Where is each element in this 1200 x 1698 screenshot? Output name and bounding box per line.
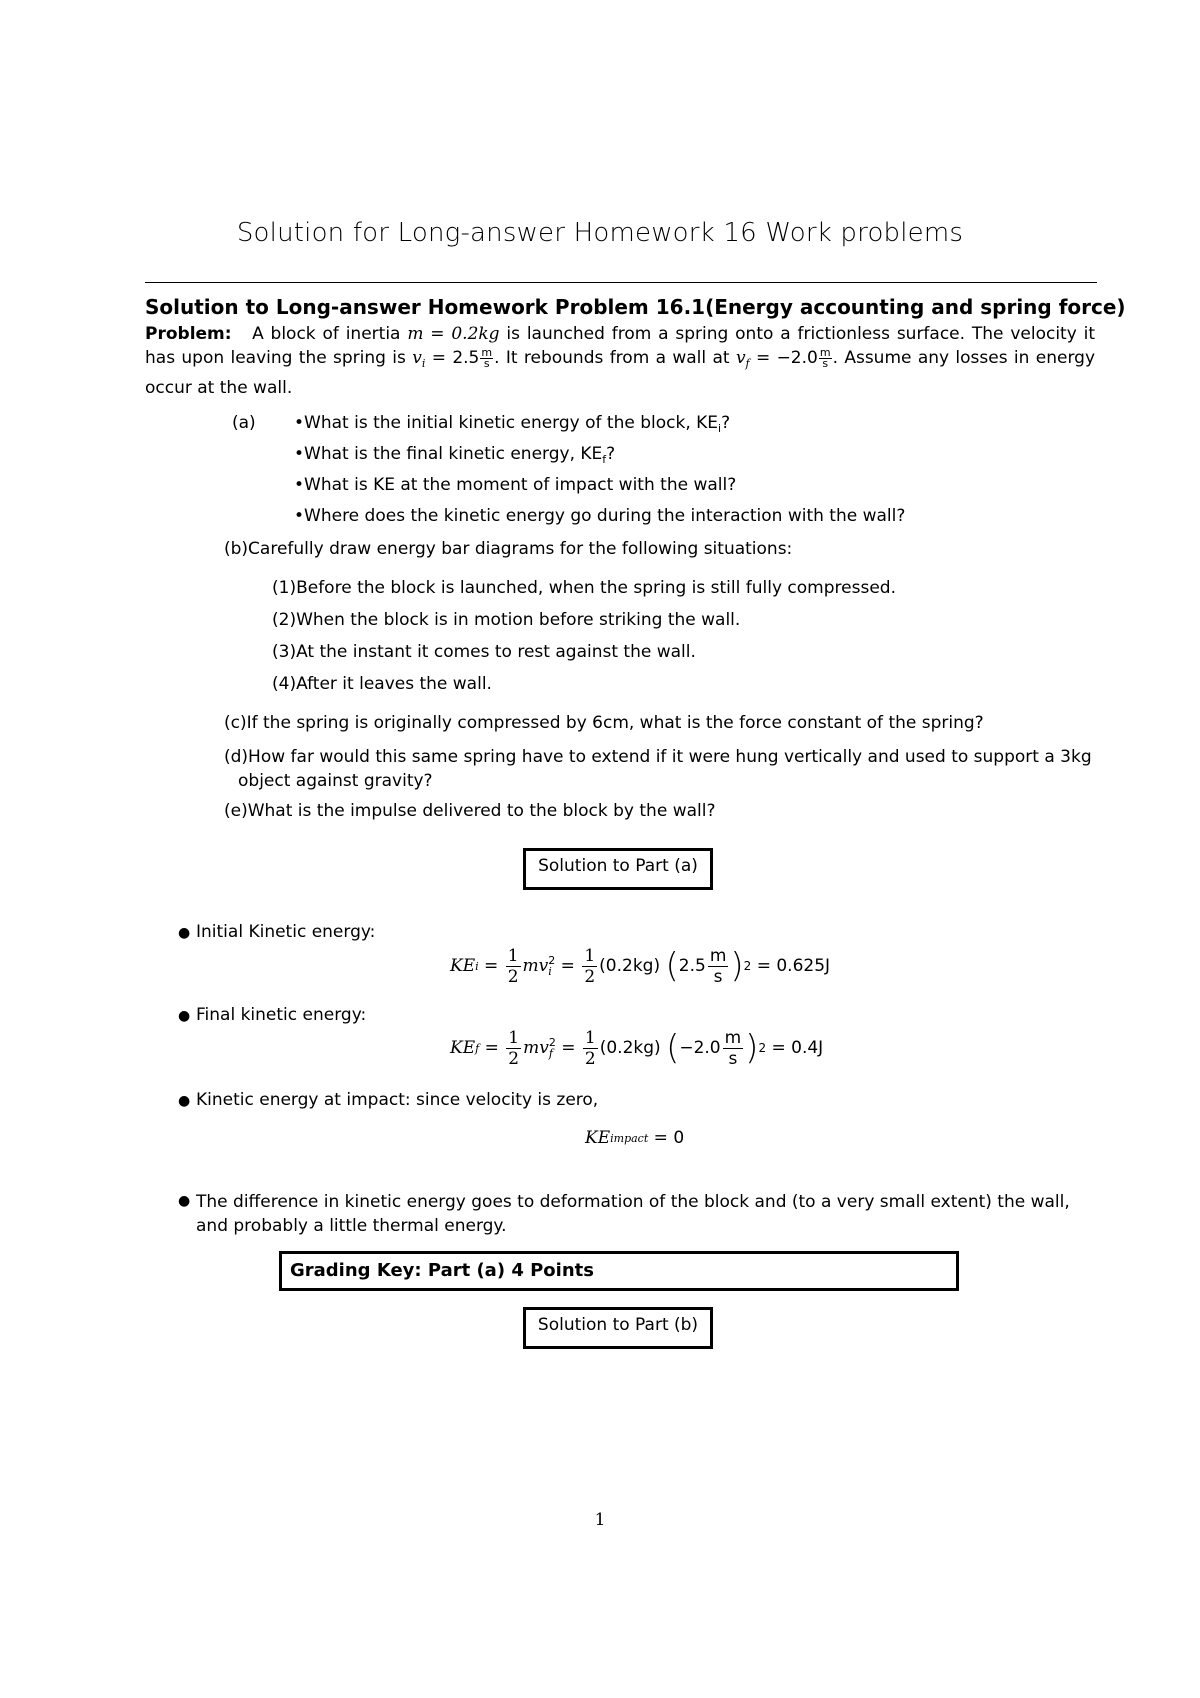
question-a-item-1-text: •What is the initial kinetic energy of the block, KE: [294, 413, 719, 433]
solution-a-title-box: Solution to Part (a): [523, 848, 713, 890]
problem-statement: [145, 322, 1095, 400]
equation-impact-ke: [585, 1128, 684, 1148]
question-a-item-4: •Where does the kinetic energy go during the interaction with the wall?: [294, 506, 906, 526]
eq3-lhs: KE: [585, 1128, 611, 1148]
question-a-item-2-sub: f: [602, 453, 607, 466]
grading-key-box: Grading Key: Part (a) 4 Points: [279, 1251, 959, 1291]
mass-equation: m = 0.2kg: [407, 324, 500, 344]
eq1-num: 1: [507, 945, 519, 966]
problem-text-2: is launched from a spring onto a frictionless surface. The velocity it has upon leaving the spring is: [145, 324, 1095, 368]
eq1-half-1: [506, 946, 521, 987]
solution-a-bullet-1: Initial Kinetic energy:: [196, 922, 376, 942]
document-title: Solution for Long-answer Homework 16 Work problems: [236, 218, 964, 248]
question-a-item-1: •What is the initial kinetic energy of the block, $KE_i$?: [294, 413, 731, 435]
page-number: 1: [594, 1510, 606, 1530]
unit-den: s: [483, 356, 490, 370]
eq2-num-2: 1: [584, 1027, 596, 1048]
eq2-sq: 2: [548, 1036, 556, 1049]
vf-value: = −2.0: [749, 348, 818, 368]
vi-subscript: i: [421, 357, 426, 370]
unit-fraction-1: [480, 345, 493, 370]
problem-text-3: . It rebounds from a wall at: [494, 348, 730, 368]
eq2-result: = 0.4J: [771, 1038, 824, 1058]
eq1-unit-n: m: [709, 945, 727, 966]
eq3-sub: impact: [610, 1131, 649, 1145]
unit-den: s: [822, 356, 829, 370]
vf-subscript: f: [745, 357, 750, 370]
question-c: (c)If the spring is originally compressed by 6cm, what is the force constant of the spring?: [224, 713, 984, 733]
eq2-lhs: KE: [450, 1038, 476, 1058]
eq2-den-2: 2: [584, 1048, 596, 1069]
bullet-dot: ●: [178, 1008, 191, 1024]
eq2-sub: f: [475, 1041, 480, 1055]
question-d: [224, 745, 1094, 793]
eq2-unit: [723, 1028, 744, 1069]
bullet-dot: ●: [178, 925, 191, 941]
vi-value: = 2.5: [425, 348, 480, 368]
eq2-mv: mv: [523, 1038, 549, 1058]
eq2-unit-n: m: [724, 1027, 742, 1048]
question-b-item-4: (4)After it leaves the wall.: [272, 674, 492, 694]
question-a-item-3: •What is KE at the moment of impact with the wall?: [294, 475, 737, 495]
unit-num: m: [481, 345, 493, 359]
eq2-unit-d: s: [728, 1048, 738, 1069]
problem-text-1: A block of inertia: [252, 324, 401, 344]
question-a-item-2: •What is the final kinetic energy, $KE_f$?: [294, 444, 616, 466]
question-b: (b)Carefully draw energy bar diagrams for the following situations:: [224, 539, 793, 559]
title-rule: [145, 282, 1097, 283]
eq2-num: 1: [508, 1027, 520, 1048]
bullet-dot: ●: [178, 1193, 191, 1209]
eq2-val: −2.0: [679, 1038, 721, 1058]
question-d-text: (d)How far would this same spring have to extend if it were hung vertically and used to support a 3kg object against gravity?: [224, 747, 1092, 791]
eq1-den: 2: [507, 966, 519, 987]
eq1-num-2: 1: [584, 945, 596, 966]
eq2-sq-outer: 2: [758, 1041, 767, 1055]
equation-initial-ke: KE i = $\frac{1}{2}$ mv 2 i = $\frac{1}{2}$ (0.2kg) ( 2.5 m s ) 2 = 0.625J: [450, 945, 831, 987]
problem-text-4: . Assume any losses in energy occur at the wall.: [145, 348, 1096, 398]
eq1-mass: (0.2kg): [599, 956, 661, 976]
solution-a-bullet-2: Final kinetic energy:: [196, 1005, 367, 1025]
eq1-sq: 2: [548, 954, 556, 967]
eq1-sq-outer: 2: [743, 959, 752, 973]
question-a-item-2-text: •What is the final kinetic energy, KE: [294, 444, 603, 464]
solution-a-bullet-4: The difference in kinetic energy goes to deformation of the block and (to a very small extent) the wall, and probably a little thermal energy.: [196, 1192, 1070, 1236]
eq1-lhs: KE: [450, 956, 476, 976]
question-b-item-2: (2)When the block is in motion before striking the wall.: [272, 610, 741, 630]
eq2-scripts: [549, 1037, 556, 1059]
vi-symbol: v: [412, 348, 422, 368]
eq3-result: = 0: [653, 1128, 685, 1148]
eq1-val: 2.5: [678, 956, 706, 976]
eq1-unit-d: s: [713, 966, 723, 987]
solution-b-title-box: Solution to Part (b): [523, 1307, 713, 1349]
eq1-half-2: [582, 946, 597, 987]
question-a-item-1-sub: i: [718, 422, 722, 435]
solution-a-bullet-3: Kinetic energy at impact: since velocity is zero,: [196, 1090, 599, 1110]
unit-fraction-2: [819, 345, 832, 370]
problem-heading: Solution to Long-answer Homework Problem 16.1(Energy accounting and spring force): [145, 295, 1126, 319]
eq2-den: 2: [508, 1048, 520, 1069]
vf-symbol: v: [735, 348, 746, 368]
question-b-item-3: (3)At the instant it comes to rest against the wall.: [272, 642, 696, 662]
question-e: (e)What is the impulse delivered to the block by the wall?: [224, 801, 716, 821]
eq1-scripts: [548, 955, 555, 977]
problem-label: Problem:: [145, 324, 232, 344]
question-a-label: (a): [232, 413, 256, 433]
question-b-item-1: (1)Before the block is launched, when the spring is still fully compressed.: [272, 578, 896, 598]
eq2-half-2: [583, 1028, 598, 1069]
eq1-mv: mv: [522, 956, 549, 976]
eq1-sub: i: [475, 959, 479, 973]
equation-final-ke: KE f = $\frac{1}{2}$ mv 2 f = $\frac{1}{2}$ (0.2kg) ( −2.0 m s ) 2 = 0.4J: [450, 1027, 824, 1069]
unit-num: m: [819, 345, 831, 359]
eq2-half-1: [506, 1028, 521, 1069]
eq1-result: = 0.625J: [756, 956, 831, 976]
eq1-unit: [708, 946, 729, 987]
eq1-den-2: 2: [584, 966, 596, 987]
bullet-dot: ●: [178, 1093, 191, 1109]
eq2-vsub: f: [548, 1047, 553, 1060]
eq2-mass: (0.2kg): [599, 1038, 661, 1058]
eq1-vsub: i: [548, 965, 552, 978]
